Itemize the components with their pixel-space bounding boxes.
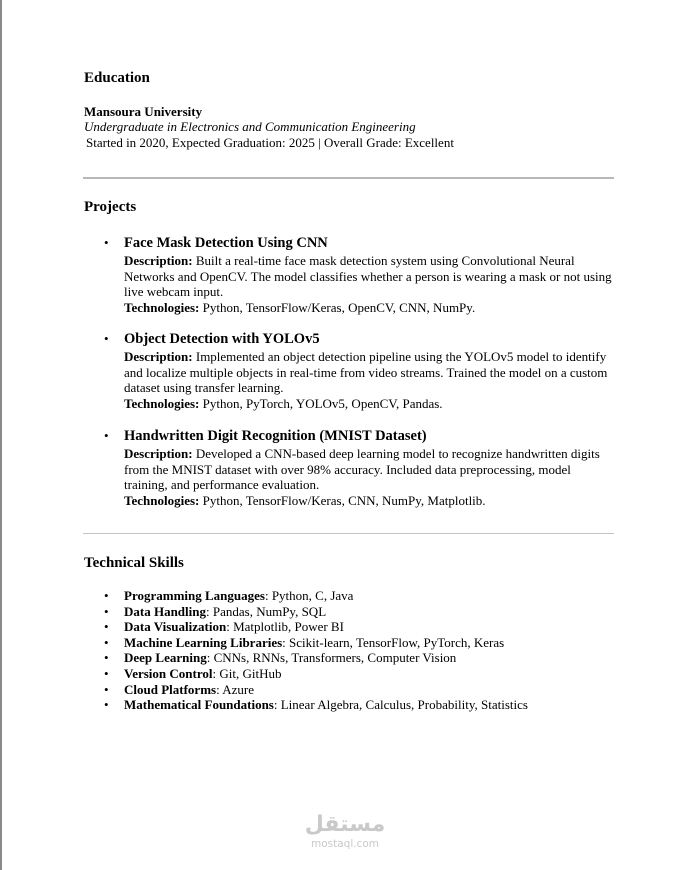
project-description xyxy=(124,446,612,493)
project-description xyxy=(124,253,612,300)
page-edge xyxy=(0,0,2,870)
bullet-icon: • xyxy=(104,681,109,697)
project-technologies xyxy=(124,300,612,316)
skill-item xyxy=(104,681,528,698)
project-item xyxy=(104,234,612,316)
skill-value: : Python, C, Java xyxy=(264,588,354,603)
skill-item xyxy=(104,603,528,620)
skill-item xyxy=(104,588,528,604)
bullet-icon: • xyxy=(104,235,109,250)
bullet-icon: • xyxy=(104,697,109,713)
education-details: Started in 2020, Expected Graduation: 2025 | Overall Grade: Excellent xyxy=(86,135,454,150)
project-title: Face Mask Detection Using CNN xyxy=(124,235,328,251)
description-label: Description: xyxy=(124,446,193,461)
section-divider xyxy=(83,177,614,179)
skill-value: : Linear Algebra, Calculus, Probability, Statistics xyxy=(273,697,528,713)
section-divider xyxy=(83,533,614,534)
watermark-url: mostaql.com xyxy=(310,838,380,850)
skill-item xyxy=(104,697,528,713)
skill-item xyxy=(104,650,528,666)
bullet-icon: • xyxy=(104,331,109,346)
skill-value: : Git, GitHub xyxy=(212,665,282,681)
skill-label: Deep Learning xyxy=(124,650,207,666)
degree-title: Undergraduate in Electronics and Communication Engineering xyxy=(84,119,416,134)
skill-label: Machine Learning Libraries xyxy=(124,634,283,650)
skill-value: : Scikit-learn, TensorFlow, PyTorch, Keras xyxy=(282,634,505,650)
education-heading: Education xyxy=(84,70,150,86)
skill-item xyxy=(104,619,528,635)
projects-heading: Projects xyxy=(84,199,137,215)
skill-label: Cloud Platforms xyxy=(124,681,217,697)
bullet-icon: • xyxy=(104,650,109,666)
project-technologies xyxy=(124,396,612,412)
skill-item xyxy=(104,634,528,651)
bullet-icon: • xyxy=(104,603,109,619)
skill-label: Mathematical Foundations xyxy=(124,697,274,713)
watermark-arabic: مستقل xyxy=(304,812,386,837)
technologies-label: Technologies: xyxy=(124,493,200,509)
technologies-label: Technologies: xyxy=(124,300,200,316)
technologies-text: Python, PyTorch, YOLOv5, OpenCV, Pandas. xyxy=(202,396,443,412)
project-title: Handwritten Digit Recognition (MNIST Dataset) xyxy=(124,428,427,444)
bullet-icon: • xyxy=(104,619,109,635)
skill-label: Data Visualization xyxy=(124,619,227,635)
skill-label: Data Handling xyxy=(124,603,206,619)
project-title: Object Detection with YOLOv5 xyxy=(124,331,320,347)
project-technologies xyxy=(124,493,612,509)
description-text: Implemented an object detection pipeline using the YOLOv5 model to identify and localize multiple objects in real-time from video streams. Trained the model on a custom dataset using transfer learning. xyxy=(124,349,608,396)
project-item xyxy=(104,330,612,412)
bullet-icon: • xyxy=(104,634,109,650)
project-item xyxy=(104,427,612,509)
skill-item xyxy=(104,665,528,682)
bullet-icon: • xyxy=(104,665,109,681)
bullet-icon: • xyxy=(104,428,109,443)
description-label: Description: xyxy=(124,253,193,268)
watermark-logo xyxy=(300,812,390,850)
skill-value: : CNNs, RNNs, Transformers, Computer Vision xyxy=(206,650,457,666)
description-text: Developed a CNN-based deep learning model to recognize handwritten digits from the MNIST dataset with over 98% accuracy. Included data preprocessing, model training, and performance evaluation. xyxy=(124,446,600,493)
technologies-text: Python, TensorFlow/Keras, CNN, NumPy, Matplotlib. xyxy=(202,493,486,509)
skill-value: : Pandas, NumPy, SQL xyxy=(206,603,327,619)
skills-list xyxy=(104,588,528,713)
description-text: Built a real-time face mask detection system using Convolutional Neural Networks and OpenCV. The model classifies whether a person is wearing a mask or not using live webcam input. xyxy=(124,253,612,300)
skill-value: : Azure xyxy=(216,681,254,697)
technologies-label: Technologies: xyxy=(124,396,200,412)
project-description xyxy=(124,349,612,396)
description-label: Description: xyxy=(124,349,193,364)
skill-label: Programming Languages xyxy=(124,588,265,603)
skills-heading: Technical Skills xyxy=(84,555,184,571)
technologies-text: Python, TensorFlow/Keras, OpenCV, CNN, NumPy. xyxy=(202,300,476,316)
skill-label: Version Control xyxy=(124,665,213,681)
university-name: Mansoura University xyxy=(84,104,203,119)
bullet-icon: • xyxy=(104,588,109,603)
skill-value: : Matplotlib, Power BI xyxy=(226,619,344,635)
